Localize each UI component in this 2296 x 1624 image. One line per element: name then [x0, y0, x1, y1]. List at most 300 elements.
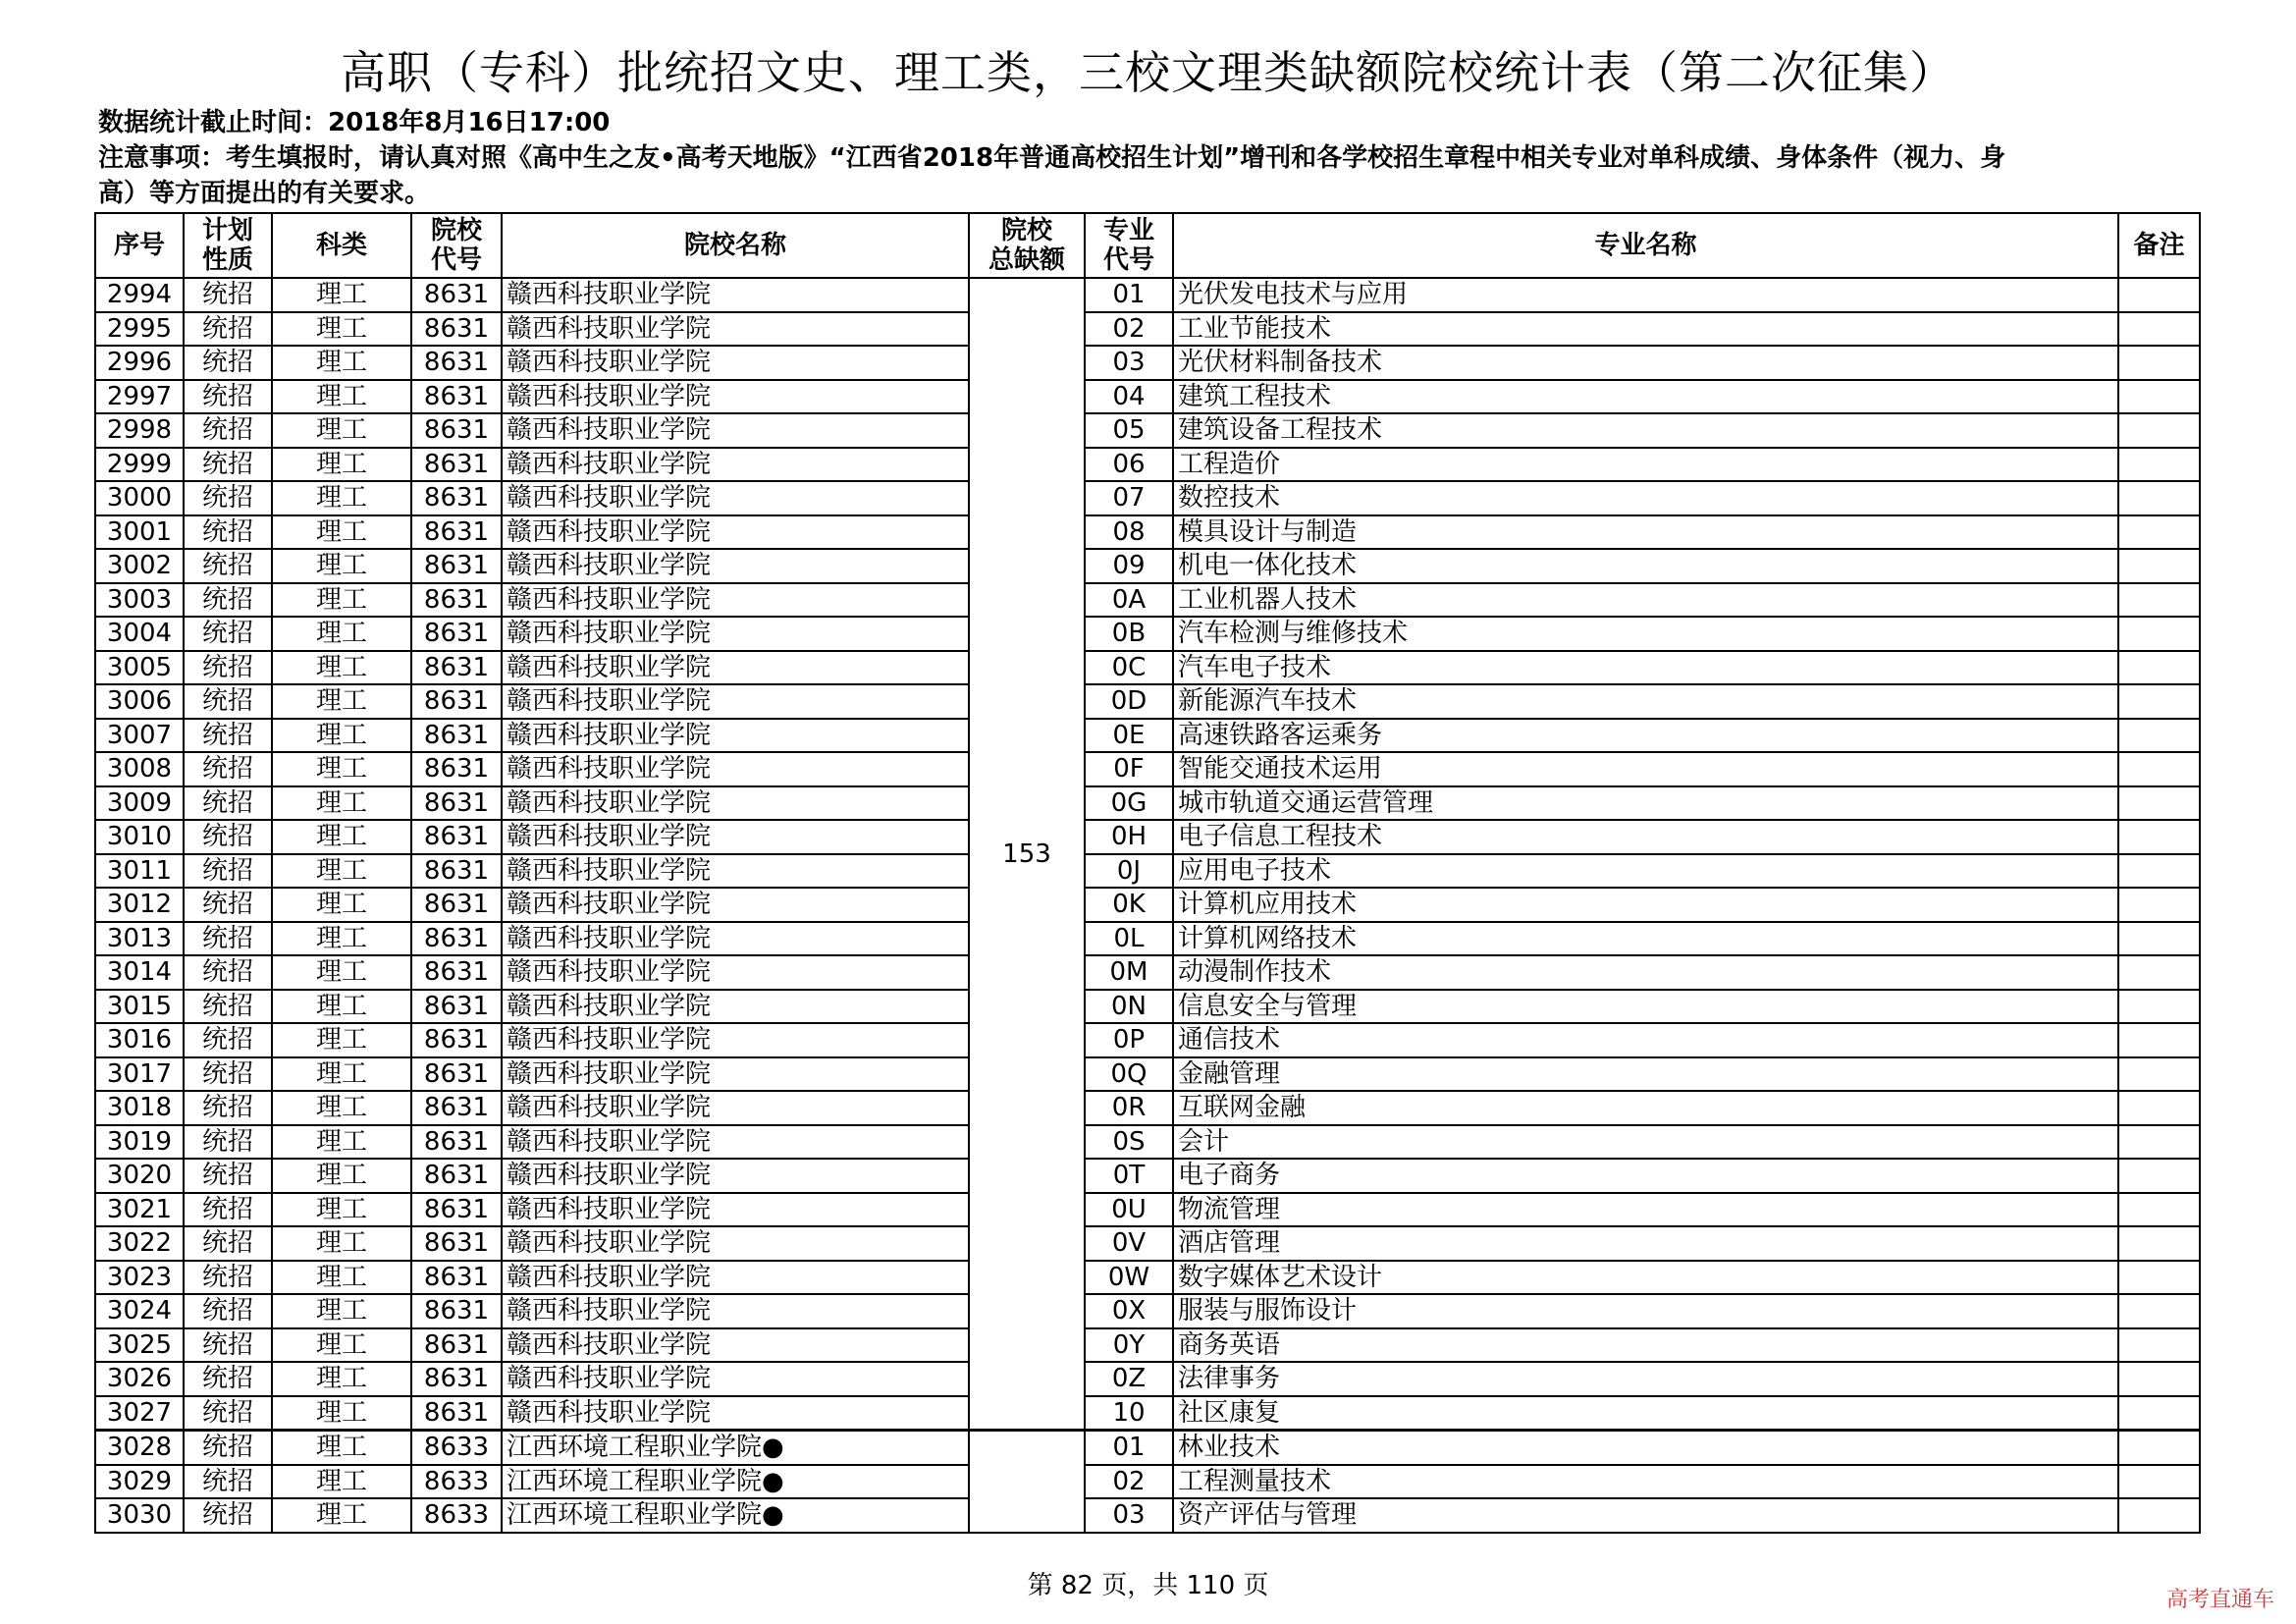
table-row [95, 583, 2200, 618]
school-code-cell: 8631 [411, 1057, 502, 1092]
seq-cell: 2996 [95, 346, 184, 380]
remark-cell [2118, 955, 2200, 990]
plan-cell: 统招 [184, 278, 272, 312]
remark-cell [2118, 583, 2200, 618]
remark-cell [2118, 1362, 2200, 1396]
school-name-cell: 赣西科技职业学院 [502, 1091, 969, 1125]
subject-cell: 理工 [272, 448, 411, 482]
table-row [95, 1125, 2200, 1160]
plan-cell: 统招 [184, 515, 272, 550]
seq-cell: 3005 [95, 651, 184, 685]
table-row [95, 1193, 2200, 1227]
remark-cell [2118, 515, 2200, 550]
table-row [95, 922, 2200, 956]
remark-cell [2118, 278, 2200, 312]
table-row [95, 1396, 2200, 1431]
school-code-cell: 8631 [411, 1193, 502, 1227]
deadline-text: 数据统计截止时间：2018年8月16日17:00 [98, 108, 611, 137]
seq-cell: 2994 [95, 278, 184, 312]
remark-cell [2118, 990, 2200, 1024]
school-code-cell: 8631 [411, 1396, 502, 1431]
table-row [95, 1057, 2200, 1092]
major-code-cell: 01 [1085, 1431, 1173, 1465]
table-row [95, 617, 2200, 651]
plan-cell: 统招 [184, 413, 272, 448]
seq-cell: 3013 [95, 922, 184, 956]
remark-cell [2118, 1159, 2200, 1193]
subject-cell: 理工 [272, 549, 411, 583]
table-row [95, 1023, 2200, 1057]
major-code-cell: 0C [1085, 651, 1173, 685]
seq-cell: 3011 [95, 854, 184, 889]
school-name-cell: 赣西科技职业学院 [502, 1396, 969, 1431]
subject-cell: 理工 [272, 1261, 411, 1295]
subject-cell: 理工 [272, 413, 411, 448]
major-name-cell: 汽车检测与维修技术 [1173, 617, 2118, 651]
major-name-cell: 物流管理 [1173, 1193, 2118, 1227]
major-name-cell: 工程测量技术 [1173, 1465, 2118, 1499]
school-code-cell: 8631 [411, 786, 502, 821]
major-name-cell: 工业节能技术 [1173, 312, 2118, 347]
major-code-cell: 0G [1085, 786, 1173, 821]
table-row [95, 1226, 2200, 1261]
remark-cell [2118, 854, 2200, 889]
subject-cell: 理工 [272, 1193, 411, 1227]
major-name-cell: 法律事务 [1173, 1362, 2118, 1396]
major-code-cell: 02 [1085, 1465, 1173, 1499]
plan-cell: 统招 [184, 786, 272, 821]
header-school-code: 院校 代号 [411, 213, 502, 278]
school-name-cell: 赣西科技职业学院 [502, 1226, 969, 1261]
remark-cell [2118, 786, 2200, 821]
major-code-cell: 0V [1085, 1226, 1173, 1261]
seq-cell: 3001 [95, 515, 184, 550]
school-name-cell: 赣西科技职业学院 [502, 820, 969, 854]
subject-cell: 理工 [272, 990, 411, 1024]
plan-cell: 统招 [184, 549, 272, 583]
school-code-cell: 8631 [411, 719, 502, 753]
table-row [95, 990, 2200, 1024]
remark-cell [2118, 617, 2200, 651]
table-body [95, 278, 2200, 1533]
table-row [95, 1261, 2200, 1295]
remark-cell [2118, 1125, 2200, 1160]
school-name-cell: 赣西科技职业学院 [502, 990, 969, 1024]
table-row [95, 1362, 2200, 1396]
major-code-cell: 02 [1085, 312, 1173, 347]
subject-cell: 理工 [272, 1294, 411, 1328]
table-row [95, 1159, 2200, 1193]
plan-cell: 统招 [184, 1193, 272, 1227]
major-name-cell: 社区康复 [1173, 1396, 2118, 1431]
plan-cell: 统招 [184, 448, 272, 482]
subject-cell: 理工 [272, 1159, 411, 1193]
plan-cell: 统招 [184, 1159, 272, 1193]
school-code-cell: 8631 [411, 651, 502, 685]
plan-cell: 统招 [184, 617, 272, 651]
major-code-cell: 0D [1085, 684, 1173, 719]
school-name-cell: 赣西科技职业学院 [502, 278, 969, 312]
major-name-cell: 计算机应用技术 [1173, 888, 2118, 922]
table-row [95, 448, 2200, 482]
school-code-cell: 8631 [411, 346, 502, 380]
remark-cell [2118, 1465, 2200, 1499]
plan-cell: 统招 [184, 1498, 272, 1533]
school-code-cell: 8631 [411, 278, 502, 312]
table-row [95, 278, 2200, 312]
subject-cell: 理工 [272, 312, 411, 347]
major-code-cell: 07 [1085, 481, 1173, 515]
remark-cell [2118, 549, 2200, 583]
table-row [95, 1091, 2200, 1125]
school-code-cell: 8631 [411, 312, 502, 347]
subject-cell: 理工 [272, 1498, 411, 1533]
major-code-cell: 04 [1085, 380, 1173, 414]
major-name-cell: 城市轨道交通运营管理 [1173, 786, 2118, 821]
major-code-cell: 0Y [1085, 1328, 1173, 1363]
plan-cell: 统招 [184, 888, 272, 922]
school-name-cell: 赣西科技职业学院 [502, 380, 969, 414]
school-code-cell: 8631 [411, 888, 502, 922]
school-name-cell: 赣西科技职业学院 [502, 1362, 969, 1396]
remark-cell [2118, 1396, 2200, 1431]
header-school-total: 院校 总缺额 [969, 213, 1085, 278]
major-code-cell: 0P [1085, 1023, 1173, 1057]
major-code-cell: 0B [1085, 617, 1173, 651]
plan-cell: 统招 [184, 955, 272, 990]
school-name-cell: 赣西科技职业学院 [502, 1193, 969, 1227]
school-code-cell: 8631 [411, 481, 502, 515]
seq-cell: 3029 [95, 1465, 184, 1499]
major-code-cell: 10 [1085, 1396, 1173, 1431]
school-code-cell: 8631 [411, 413, 502, 448]
plan-cell: 统招 [184, 1261, 272, 1295]
plan-cell: 统招 [184, 854, 272, 889]
plan-cell: 统招 [184, 990, 272, 1024]
subject-cell: 理工 [272, 1125, 411, 1160]
seq-cell: 3003 [95, 583, 184, 618]
plan-cell: 统招 [184, 1023, 272, 1057]
major-name-cell: 建筑设备工程技术 [1173, 413, 2118, 448]
header-seq: 序号 [95, 213, 184, 278]
school-code-cell: 8631 [411, 1362, 502, 1396]
table-row [95, 481, 2200, 515]
school-name-cell: 赣西科技职业学院 [502, 684, 969, 719]
subject-cell: 理工 [272, 1023, 411, 1057]
major-code-cell: 0S [1085, 1125, 1173, 1160]
plan-cell: 统招 [184, 1465, 272, 1499]
school-code-cell: 8631 [411, 922, 502, 956]
vacancy-table [94, 212, 2201, 1534]
school-code-cell: 8631 [411, 1294, 502, 1328]
school-name-cell: 赣西科技职业学院 [502, 888, 969, 922]
major-code-cell: 05 [1085, 413, 1173, 448]
school-code-cell: 8631 [411, 684, 502, 719]
notice-line-1: 注意事项：考生填报时，请认真对照《高中生之友•高考天地版》“江西省2018年普通高校招生计划”增刊和各学校招生章程中相关专业对单科成绩、身体条件（视力、身 [98, 143, 2006, 173]
major-name-cell: 动漫制作技术 [1173, 955, 2118, 990]
header-major-code: 专业 代号 [1085, 213, 1173, 278]
table-row [95, 1498, 2200, 1533]
seq-cell: 3019 [95, 1125, 184, 1160]
remark-cell [2118, 1431, 2200, 1465]
plan-cell: 统招 [184, 922, 272, 956]
seq-cell: 2995 [95, 312, 184, 347]
remark-cell [2118, 1498, 2200, 1533]
school-code-cell: 8633 [411, 1431, 502, 1465]
plan-cell: 统招 [184, 1125, 272, 1160]
plan-cell: 统招 [184, 820, 272, 854]
seq-cell: 3028 [95, 1431, 184, 1465]
table-row [95, 549, 2200, 583]
school-code-cell: 8631 [411, 1159, 502, 1193]
major-code-cell: 03 [1085, 346, 1173, 380]
school-name-cell: 赣西科技职业学院 [502, 549, 969, 583]
major-code-cell: 0K [1085, 888, 1173, 922]
plan-cell: 统招 [184, 719, 272, 753]
school-code-cell: 8631 [411, 955, 502, 990]
notice-line-2: 高）等方面提出的有关要求。 [98, 179, 431, 208]
major-name-cell: 服装与服饰设计 [1173, 1294, 2118, 1328]
major-name-cell: 数控技术 [1173, 481, 2118, 515]
seq-cell: 3027 [95, 1396, 184, 1431]
school-name-cell: 赣西科技职业学院 [502, 346, 969, 380]
major-name-cell: 酒店管理 [1173, 1226, 2118, 1261]
header-subject: 科类 [272, 213, 411, 278]
subject-cell: 理工 [272, 617, 411, 651]
remark-cell [2118, 346, 2200, 380]
major-name-cell: 汽车电子技术 [1173, 651, 2118, 685]
major-name-cell: 模具设计与制造 [1173, 515, 2118, 550]
header-school-name: 院校名称 [502, 213, 969, 278]
header-plan-type: 计划 性质 [184, 213, 272, 278]
seq-cell: 3004 [95, 617, 184, 651]
major-name-cell: 商务英语 [1173, 1328, 2118, 1363]
school-name-cell: 赣西科技职业学院 [502, 1023, 969, 1057]
major-name-cell: 通信技术 [1173, 1023, 2118, 1057]
major-code-cell: 0L [1085, 922, 1173, 956]
school-code-cell: 8631 [411, 752, 502, 786]
subject-cell: 理工 [272, 1362, 411, 1396]
major-code-cell: 0Q [1085, 1057, 1173, 1092]
seq-cell: 2998 [95, 413, 184, 448]
seq-cell: 3010 [95, 820, 184, 854]
page-title: 高职（专科）批统招文史、理工类，三校文理类缺额院校统计表（第二次征集） [341, 46, 1955, 99]
remark-cell [2118, 752, 2200, 786]
major-code-cell: 0N [1085, 990, 1173, 1024]
school-name-cell: 赣西科技职业学院 [502, 312, 969, 347]
subject-cell: 理工 [272, 922, 411, 956]
major-code-cell: 0E [1085, 719, 1173, 753]
seq-cell: 3026 [95, 1362, 184, 1396]
table-row [95, 1294, 2200, 1328]
major-code-cell: 0X [1085, 1294, 1173, 1328]
school-name-cell: 赣西科技职业学院 [502, 854, 969, 889]
school-name-cell: 赣西科技职业学院 [502, 617, 969, 651]
table-row [95, 888, 2200, 922]
school-total-cell [969, 1431, 1085, 1533]
remark-cell [2118, 448, 2200, 482]
school-code-cell: 8631 [411, 1023, 502, 1057]
remark-cell [2118, 481, 2200, 515]
seq-cell: 3008 [95, 752, 184, 786]
plan-cell: 统招 [184, 1057, 272, 1092]
school-code-cell: 8631 [411, 1261, 502, 1295]
subject-cell: 理工 [272, 380, 411, 414]
major-code-cell: 09 [1085, 549, 1173, 583]
major-code-cell: 0A [1085, 583, 1173, 618]
seq-cell: 3014 [95, 955, 184, 990]
table-row [95, 380, 2200, 414]
table-row [95, 786, 2200, 821]
school-name-cell: 江西环境工程职业学院● [502, 1465, 969, 1499]
subject-cell: 理工 [272, 1328, 411, 1363]
school-name-cell: 赣西科技职业学院 [502, 448, 969, 482]
plan-cell: 统招 [184, 1226, 272, 1261]
header-remark: 备注 [2118, 213, 2200, 278]
school-name-cell: 赣西科技职业学院 [502, 515, 969, 550]
seq-cell: 3016 [95, 1023, 184, 1057]
plan-cell: 统招 [184, 380, 272, 414]
seq-cell: 2999 [95, 448, 184, 482]
seq-cell: 3002 [95, 549, 184, 583]
school-name-cell: 江西环境工程职业学院● [502, 1431, 969, 1465]
seq-cell: 3015 [95, 990, 184, 1024]
plan-cell: 统招 [184, 1396, 272, 1431]
major-name-cell: 高速铁路客运乘务 [1173, 719, 2118, 753]
table-row [95, 820, 2200, 854]
major-name-cell: 互联网金融 [1173, 1091, 2118, 1125]
remark-cell [2118, 380, 2200, 414]
major-code-cell: 0Z [1085, 1362, 1173, 1396]
subject-cell: 理工 [272, 481, 411, 515]
school-name-cell: 赣西科技职业学院 [502, 922, 969, 956]
school-name-cell: 赣西科技职业学院 [502, 955, 969, 990]
seq-cell: 3023 [95, 1261, 184, 1295]
subject-cell: 理工 [272, 515, 411, 550]
major-name-cell: 光伏材料制备技术 [1173, 346, 2118, 380]
seq-cell: 3017 [95, 1057, 184, 1092]
school-name-cell: 江西环境工程职业学院● [502, 1498, 969, 1533]
seq-cell: 3000 [95, 481, 184, 515]
seq-cell: 3007 [95, 719, 184, 753]
school-name-cell: 赣西科技职业学院 [502, 583, 969, 618]
school-code-cell: 8631 [411, 448, 502, 482]
subject-cell: 理工 [272, 1396, 411, 1431]
school-name-cell: 赣西科技职业学院 [502, 1294, 969, 1328]
major-name-cell: 光伏发电技术与应用 [1173, 278, 2118, 312]
school-code-cell: 8631 [411, 1125, 502, 1160]
major-code-cell: 0M [1085, 955, 1173, 990]
major-name-cell: 会计 [1173, 1125, 2118, 1160]
subject-cell: 理工 [272, 820, 411, 854]
seq-cell: 3030 [95, 1498, 184, 1533]
seq-cell: 3018 [95, 1091, 184, 1125]
remark-cell [2118, 1226, 2200, 1261]
table-row [95, 312, 2200, 347]
page-number: 第 82 页，共 110 页 [1027, 1571, 1269, 1600]
seq-cell: 3024 [95, 1294, 184, 1328]
major-code-cell: 0U [1085, 1193, 1173, 1227]
remark-cell [2118, 888, 2200, 922]
major-name-cell: 电子信息工程技术 [1173, 820, 2118, 854]
subject-cell: 理工 [272, 346, 411, 380]
school-code-cell: 8633 [411, 1498, 502, 1533]
major-code-cell: 08 [1085, 515, 1173, 550]
subject-cell: 理工 [272, 684, 411, 719]
table-row [95, 955, 2200, 990]
table-row [95, 1328, 2200, 1363]
major-code-cell: 03 [1085, 1498, 1173, 1533]
table-row [95, 854, 2200, 889]
subject-cell: 理工 [272, 1057, 411, 1092]
table-row [95, 1465, 2200, 1499]
plan-cell: 统招 [184, 651, 272, 685]
subject-cell: 理工 [272, 1091, 411, 1125]
subject-cell: 理工 [272, 1465, 411, 1499]
school-code-cell: 8631 [411, 380, 502, 414]
plan-cell: 统招 [184, 1328, 272, 1363]
plan-cell: 统招 [184, 752, 272, 786]
major-name-cell: 工业机器人技术 [1173, 583, 2118, 618]
school-code-cell: 8631 [411, 820, 502, 854]
remark-cell [2118, 1091, 2200, 1125]
plan-cell: 统招 [184, 1091, 272, 1125]
school-name-cell: 赣西科技职业学院 [502, 1057, 969, 1092]
major-code-cell: 0T [1085, 1159, 1173, 1193]
watermark: 高考直通车 [2165, 1588, 2274, 1612]
seq-cell: 3020 [95, 1159, 184, 1193]
major-name-cell: 林业技术 [1173, 1431, 2118, 1465]
remark-cell [2118, 1328, 2200, 1363]
table-row [95, 752, 2200, 786]
plan-cell: 统招 [184, 583, 272, 618]
subject-cell: 理工 [272, 719, 411, 753]
major-name-cell: 应用电子技术 [1173, 854, 2118, 889]
remark-cell [2118, 1193, 2200, 1227]
plan-cell: 统招 [184, 1294, 272, 1328]
plan-cell: 统招 [184, 1362, 272, 1396]
seq-cell: 2997 [95, 380, 184, 414]
major-code-cell: 0R [1085, 1091, 1173, 1125]
subject-cell: 理工 [272, 854, 411, 889]
major-code-cell: 0H [1085, 820, 1173, 854]
major-name-cell: 工程造价 [1173, 448, 2118, 482]
major-code-cell: 0J [1085, 854, 1173, 889]
remark-cell [2118, 922, 2200, 956]
seq-cell: 3009 [95, 786, 184, 821]
major-name-cell: 机电一体化技术 [1173, 549, 2118, 583]
school-name-cell: 赣西科技职业学院 [502, 719, 969, 753]
major-code-cell: 0F [1085, 752, 1173, 786]
school-code-cell: 8631 [411, 854, 502, 889]
plan-cell: 统招 [184, 312, 272, 347]
table-row [95, 651, 2200, 685]
major-name-cell: 电子商务 [1173, 1159, 2118, 1193]
school-code-cell: 8633 [411, 1465, 502, 1499]
major-name-cell: 资产评估与管理 [1173, 1498, 2118, 1533]
remark-cell [2118, 1023, 2200, 1057]
table-header-row [95, 213, 2200, 278]
school-code-cell: 8631 [411, 990, 502, 1024]
table-row [95, 346, 2200, 380]
school-code-cell: 8631 [411, 515, 502, 550]
seq-cell: 3025 [95, 1328, 184, 1363]
subject-cell: 理工 [272, 786, 411, 821]
table-row [95, 413, 2200, 448]
subject-cell: 理工 [272, 583, 411, 618]
school-name-cell: 赣西科技职业学院 [502, 651, 969, 685]
major-code-cell: 01 [1085, 278, 1173, 312]
